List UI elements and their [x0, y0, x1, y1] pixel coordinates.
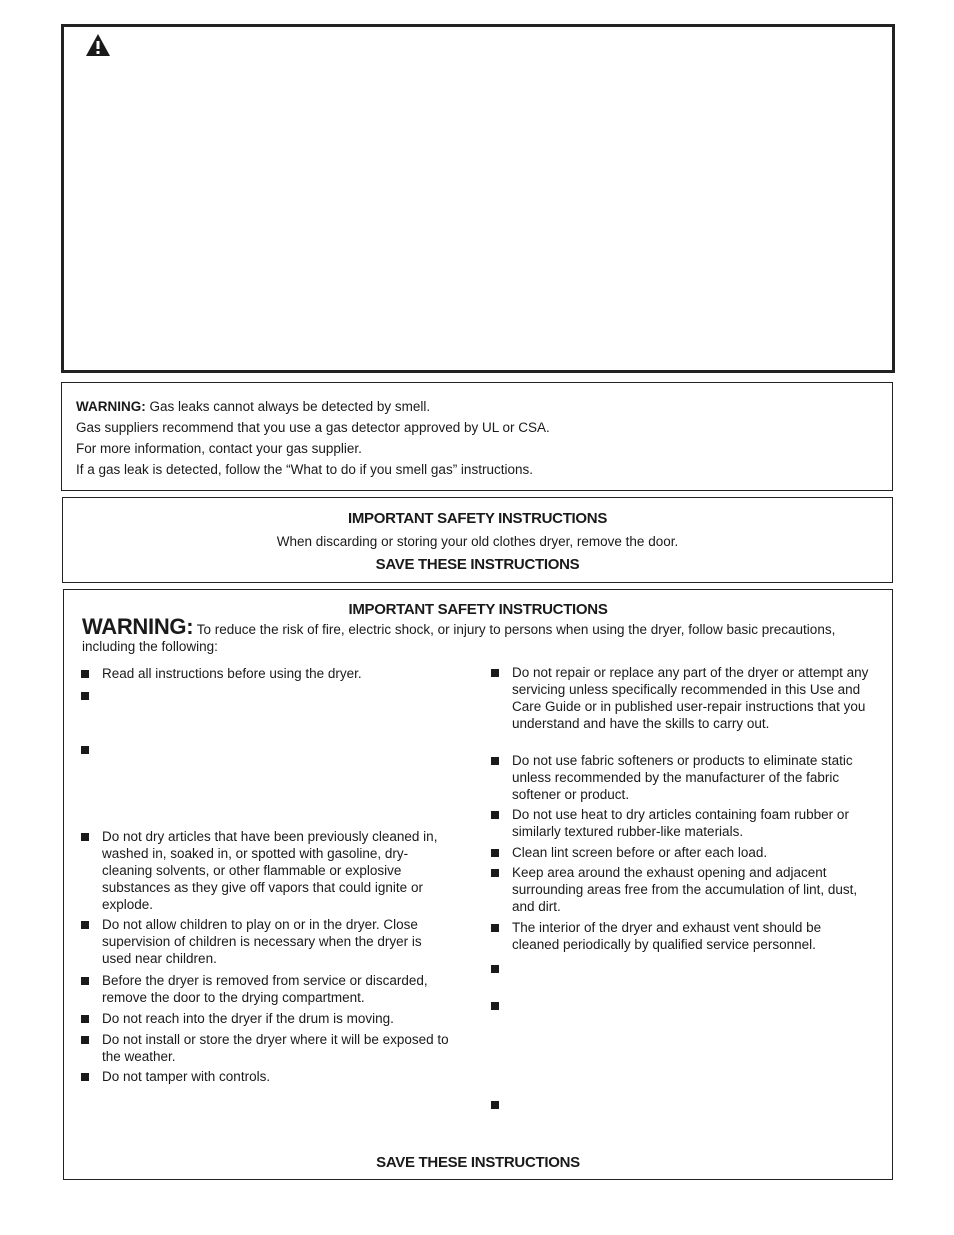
bullet-square-icon	[491, 811, 499, 819]
bullet-square-icon	[491, 669, 499, 677]
bullet-square-icon	[81, 1036, 89, 1044]
gas-warning-text-1: Gas leaks cannot always be detected by smell.	[149, 399, 431, 414]
discard-heading: IMPORTANT SAFETY INSTRUCTIONS	[347, 510, 608, 527]
discard-save-heading: SAVE THESE INSTRUCTIONS	[375, 556, 580, 573]
bullet-square-icon	[81, 921, 89, 929]
gas-warning-line-3: For more information, contact your gas supplier.	[76, 441, 362, 456]
gas-warning-line-2: Gas suppliers recommend that you use a gas detector approved by UL or CSA.	[76, 420, 550, 435]
bullet-square-icon	[81, 977, 89, 985]
safety-instructions-box: IMPORTANT SAFETY INSTRUCTIONS WARNING: To reduce the risk of fire, electric shock, or injury to persons when using the dryer, follow basic precautions, including the following: Read all instructions before using the dryer. Do not dry articles that have been previously cleaned in, washed in, soaked in, or spotted with gasoline, dry-cleaning solvents, or other flammable or explosive substances as they give off vapors that could ignite or explode. Do not allow children to play on or in the dryer. Close supervision of children is necessary when the dryer is used near children. Before the dryer is removed from service or discarded, remove the door to the drying compartment. Do not reach into the dryer if the drum is moving. Do not install or store the dryer where it will be exposed to the weather. Do not tamper with controls. Do not repair or replace any part of the dryer or attempt any servicing unless specifically recommended in this Use and Care Guide or in published user-repair instructions that you understand and have the skills to carry out. Do not use fabric softeners or products to eliminate static unless recommended by the manufacturer of the fabric softener or product. Do not use heat to dry articles containing foam rubber or similarly textured rubber-like materials. Clean lint screen before or after each load. Keep area around the exhaust opening and adjacent surrounding areas free from the accumulation of lint, dust, and dirt. The interior of the dryer and exhaust vent should be cleaned periodically by qualified service personnel. SAVE THESE INSTRUCTIONS	[63, 589, 893, 1180]
warning-word: WARNING:	[82, 614, 194, 639]
danger-warning-box	[61, 24, 895, 373]
bullet-square-icon	[81, 746, 89, 754]
bullet-square-icon	[491, 965, 499, 973]
bullet-square-icon	[491, 924, 499, 932]
main-save-heading: SAVE THESE INSTRUCTIONS	[376, 1154, 580, 1171]
bullet-square-icon	[491, 869, 499, 877]
bullet-square-icon	[81, 1015, 89, 1023]
bullet-square-icon	[81, 692, 89, 700]
gas-warning-label: WARNING:	[76, 399, 146, 414]
bullet-square-icon	[491, 1101, 499, 1109]
discard-instructions-box	[62, 497, 893, 583]
bullet-square-icon	[491, 757, 499, 765]
bullet-square-icon	[491, 1002, 499, 1010]
gas-leak-warning-box	[61, 382, 893, 491]
main-heading: IMPORTANT SAFETY INSTRUCTIONS	[348, 601, 608, 618]
discard-text: When discarding or storing your old clothes dryer, remove the door.	[276, 534, 679, 549]
bullet-square-icon	[81, 833, 89, 841]
bullet-square-icon	[81, 1073, 89, 1081]
warning-triangle-icon	[85, 33, 111, 57]
gas-warning-line-4: If a gas leak is detected, follow the “What to do if you smell gas” instructions.	[76, 462, 533, 477]
gas-warning-line-1	[76, 399, 430, 415]
warning-paragraph	[82, 614, 877, 655]
bullet-square-icon	[81, 670, 89, 678]
warning-text: To reduce the risk of fire, electric shock, or injury to persons when using the dryer, follow basic precautions, including the following:	[82, 622, 836, 654]
bullet-square-icon	[491, 849, 499, 857]
